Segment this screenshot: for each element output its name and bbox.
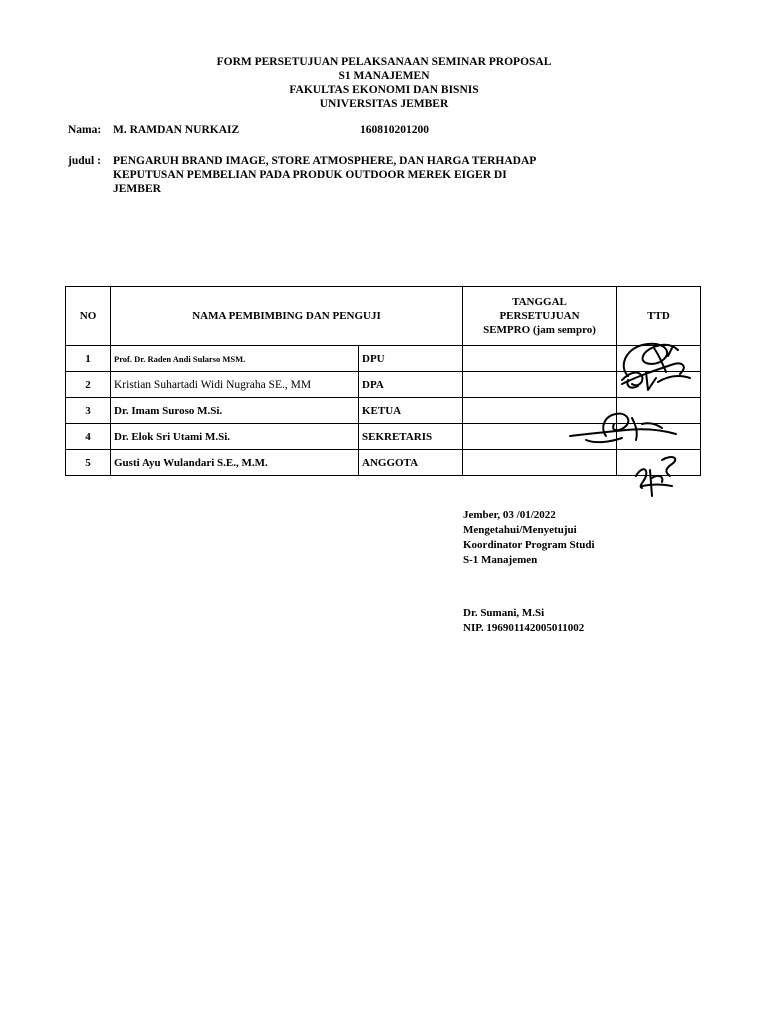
title-line-2: KEPUTUSAN PEMBELIAN PADA PRODUK OUTDOOR MEREK EIGER DI: [113, 169, 507, 181]
student-nim: 160810201200: [360, 124, 429, 136]
header-no: NO: [66, 287, 111, 346]
approver-name: Dr. Sumani, M.Si: [463, 607, 545, 619]
approval-line-4: S-1 Manajemen: [463, 554, 538, 566]
row-no: 5: [66, 450, 111, 476]
title-label: judul :: [68, 155, 101, 167]
title-line-1: PENGARUH BRAND IMAGE, STORE ATMOSPHERE, DAN HARGA TERHADAP: [113, 155, 537, 167]
row-date: [463, 346, 617, 372]
header-date: TANGGAL PERSETUJUAN SEMPRO (jam sempro): [463, 287, 617, 346]
form-header: [0, 55, 768, 111]
row-date: [463, 372, 617, 398]
row-name: Prof. Dr. Raden Andi Sularso MSM.: [111, 346, 359, 372]
faculty-name: FAKULTAS EKONOMI DAN BISNIS: [289, 84, 479, 96]
approval-place-date: Jember, 03 /01/2022: [463, 509, 556, 521]
row-date: [463, 450, 617, 476]
row-name: Dr. Imam Suroso M.Si.: [111, 398, 359, 424]
approver-nip: NIP. 196901142005011002: [463, 622, 585, 634]
row-name: Dr. Elok Sri Utami M.Si.: [111, 424, 359, 450]
student-name: M. RAMDAN NURKAIZ: [113, 124, 240, 136]
row-name: Kristian Suhartadi Widi Nugraha SE., MM: [111, 372, 359, 398]
approval-block: [463, 508, 595, 568]
row-no: 3: [66, 398, 111, 424]
row-role: DPU: [359, 346, 463, 372]
approver-info: [463, 606, 584, 636]
approval-line-3: Koordinator Program Studi: [463, 539, 595, 551]
row-no: 1: [66, 346, 111, 372]
row-role: KETUA: [359, 398, 463, 424]
table-row: [66, 346, 701, 372]
row-role: SEKRETARIS: [359, 424, 463, 450]
form-title: FORM PERSETUJUAN PELAKSANAAN SEMINAR PROPOSAL: [216, 56, 552, 68]
table-header-row: [66, 287, 701, 346]
row-role: ANGGOTA: [359, 450, 463, 476]
signature-3-icon: [566, 406, 686, 450]
row-role: DPA: [359, 372, 463, 398]
table-row: [66, 450, 701, 476]
signature-2-icon: [618, 366, 698, 396]
table-row: [66, 372, 701, 398]
row-name: Gusti Ayu Wulandari S.E., M.M.: [111, 450, 359, 476]
university-name: UNIVERSITAS JEMBER: [319, 98, 449, 110]
row-no: 2: [66, 372, 111, 398]
program-name: S1 MANAJEMEN: [338, 70, 430, 82]
header-name: NAMA PEMBIMBING DAN PENGUJI: [111, 287, 463, 346]
title-line-3: JEMBER: [113, 183, 161, 195]
header-ttd: TTD: [617, 287, 701, 346]
name-label: Nama:: [68, 124, 102, 136]
signature-5-icon: [628, 446, 688, 502]
row-no: 4: [66, 424, 111, 450]
approval-line-2: Mengetahui/Menyetujui: [463, 524, 577, 536]
